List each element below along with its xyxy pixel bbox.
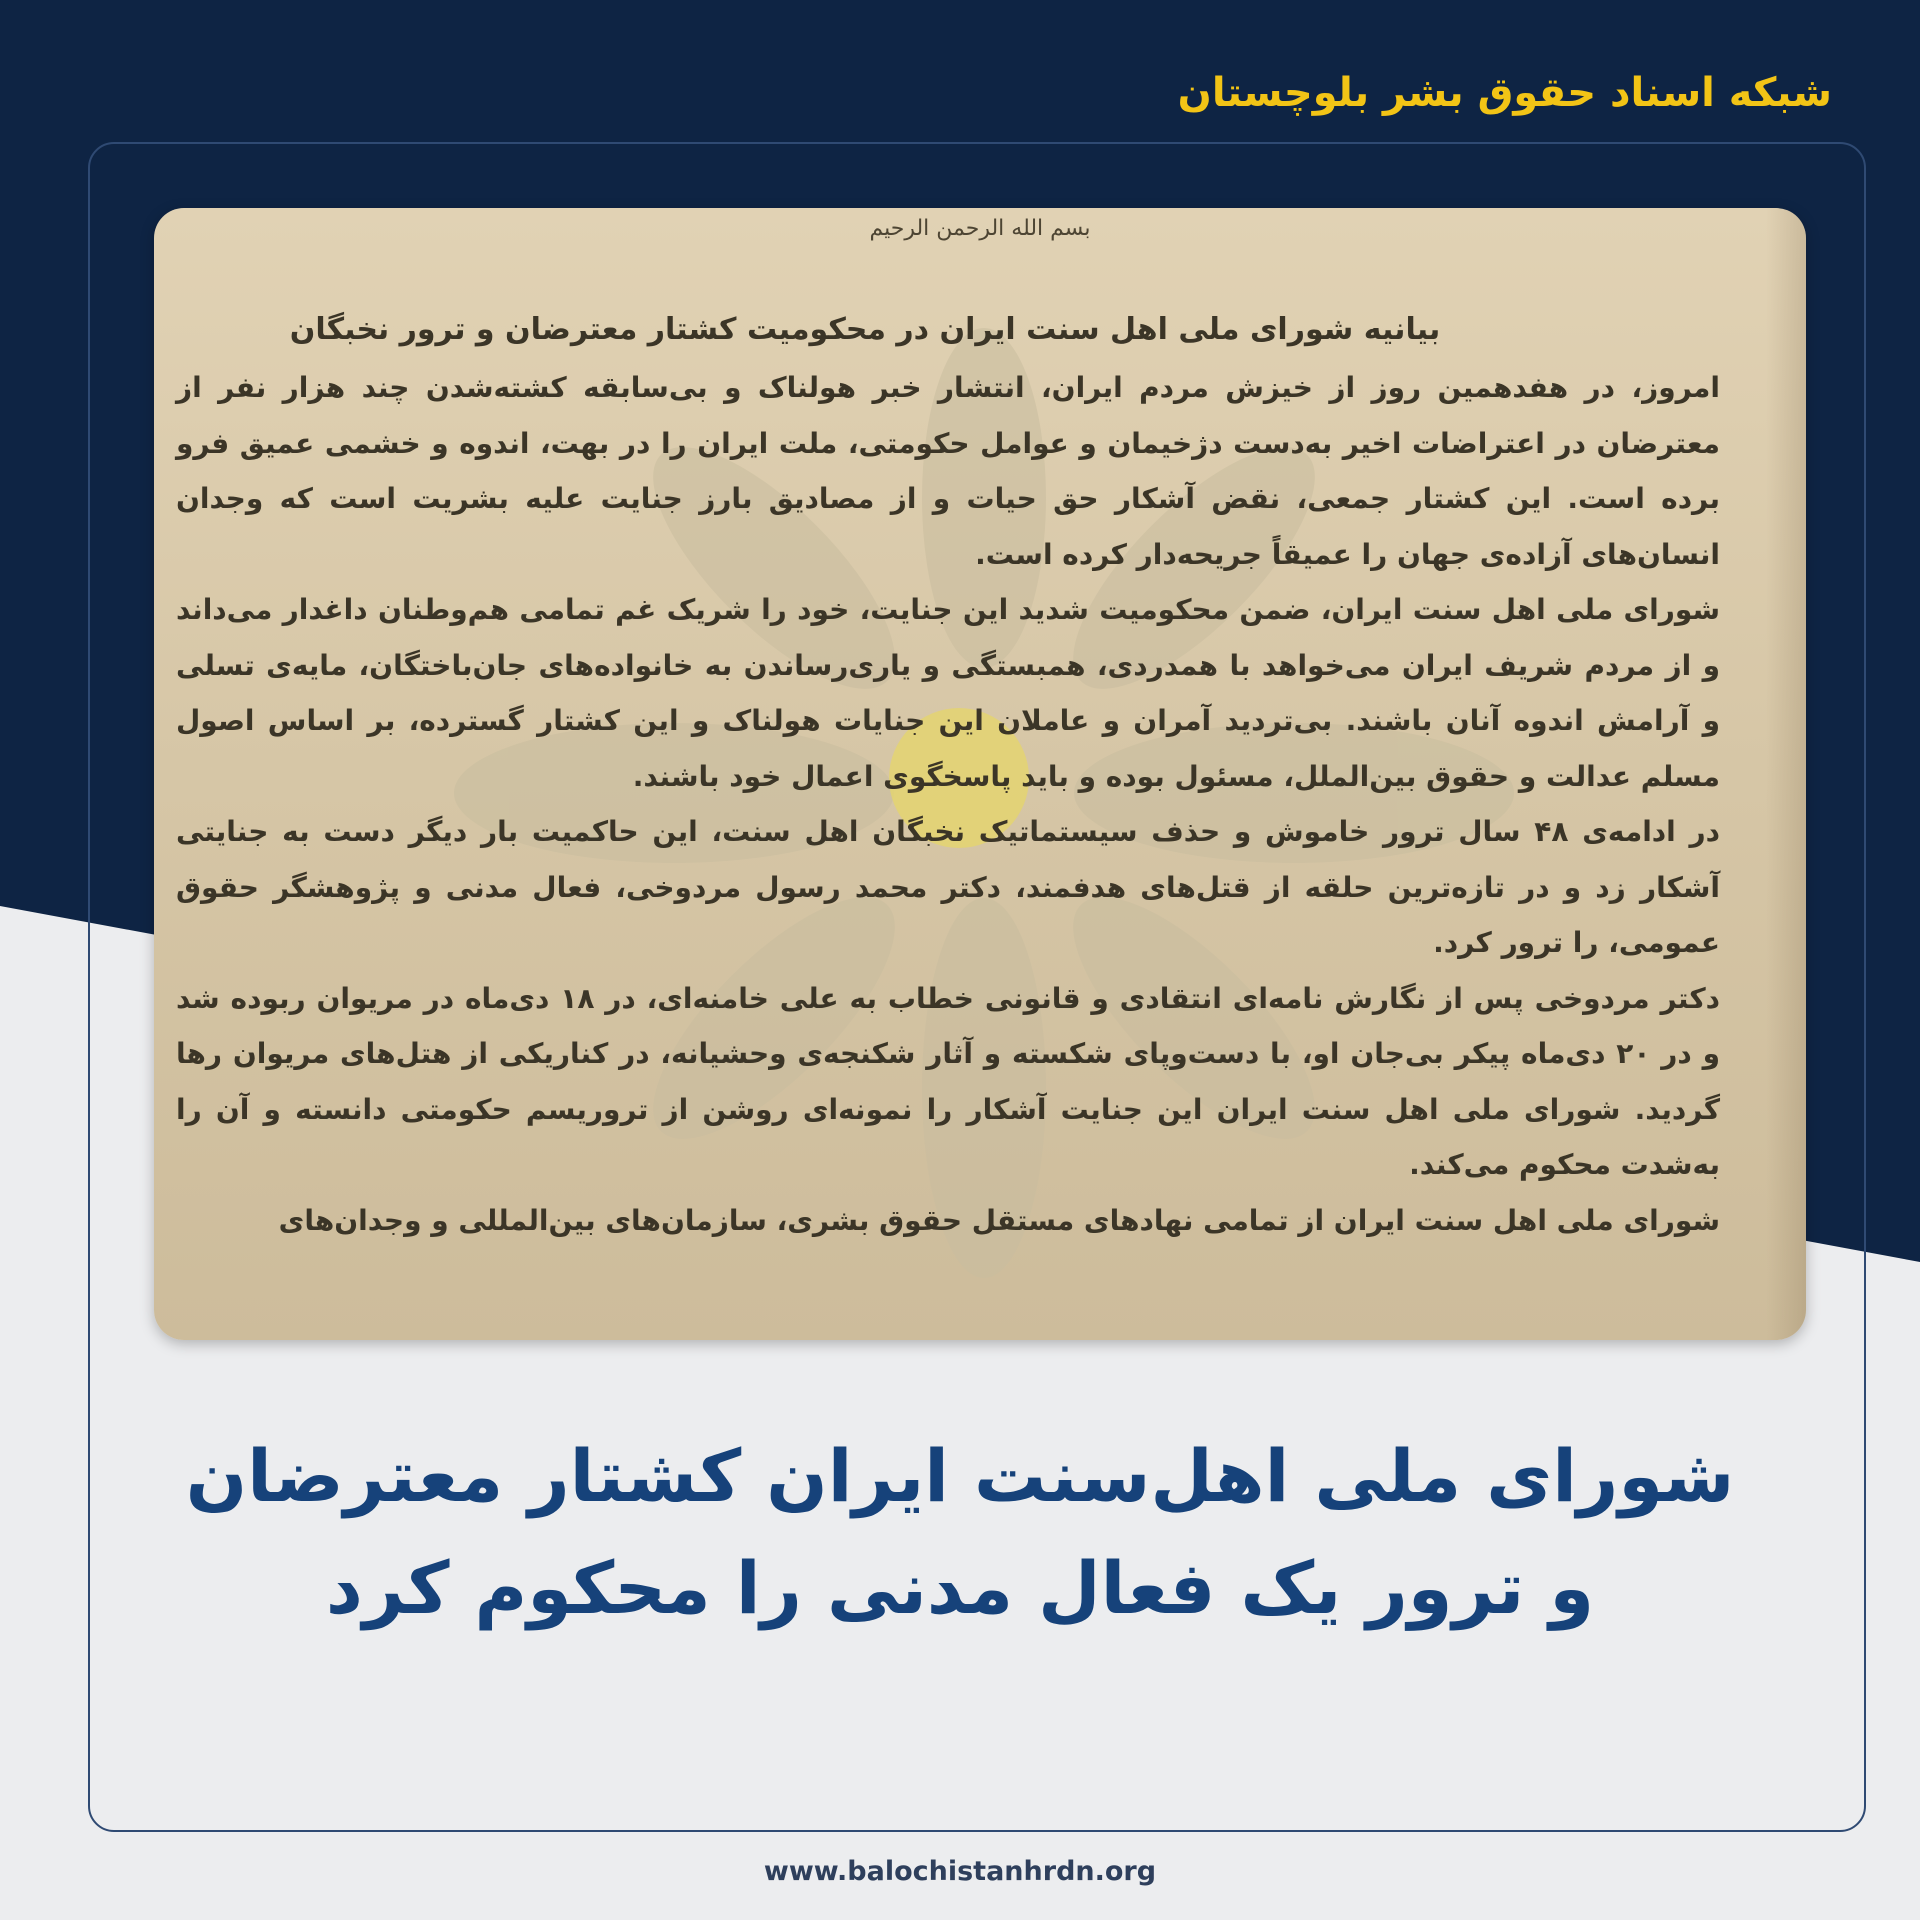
- statement-paragraph: در ادامه‌ی ۴۸ سال ترور خاموش و حذف سیستماتیک نخبگان اهل سنت، این حاکمیت بار دیگر دست به جنایتی آشکار زد و در تازه‌ترین حلقه از قتل‌های هدفمند، دکتر محمد رسول مردوخی، فعال مدنی و پژوهشگر حقوق عمومی، را ترور کرد.: [176, 815, 1720, 959]
- statement-paragraph: شورای ملی اهل سنت ایران از تمامی نهادهای مستقل حقوق بشری، سازمان‌های بین‌المللی و وجدان‌های: [278, 1203, 1720, 1237]
- headline-line-1: شورای ملی اهل‌سنت ایران کشتار معترضان: [185, 1434, 1735, 1518]
- statement-title: بیانیه شورای ملی اهل سنت ایران در محکومیت کشتار معترضان و ترور نخبگان: [289, 312, 1441, 347]
- basmala: بسم الله الرحمن الرحیم: [869, 216, 1091, 241]
- statement-paragraph: دکتر مردوخی پس از نگارش نامه‌ای انتقادی و قانونی خطاب به علی خامنه‌ای، در ۱۸ دی‌ماه در مریوان ربوده شد و در ۲۰ دی‌ماه پیکر بی‌جان او، با دست‌وپای شکسته و آثار شکنجه‌ی وحشیانه، در کناریکی از هتل‌های مریوان رها گردید. شورای ملی اهل سنت ایران این جنایت آشکار را نمونه‌ای روشن از تروریسم حکومتی دانسته و آن را به‌شدت محکوم می‌کند.: [176, 981, 1720, 1181]
- headline-line-2: و ترور یک فعال مدنی را محکوم کرد: [325, 1546, 1595, 1630]
- brand-name: شبکه اسناد حقوق بشر بلوچستان: [1177, 70, 1832, 116]
- headline: [110, 1420, 1810, 1644]
- website-url[interactable]: www.balochistanhrdn.org: [763, 1856, 1157, 1887]
- page-curl-shadow: [1766, 208, 1806, 1340]
- statement-body: [176, 360, 1720, 1248]
- statement-paragraph: شورای ملی اهل سنت ایران، ضمن محکومیت شدید این جنایت، خود را شریک غم تمامی هم‌وطنان داغدار می‌داند و از مردم شریف ایران می‌خواهد با همدردی، همبستگی و یاری‌رساندن به خانواده‌های جان‌باختگان، مایه‌ی تسلی و آرامش اندوه آنان باشند. بی‌تردید آمران و عاملان این جنایات هولناک و این کشتار گسترده، بر اساس اصول مسلم عدالت و حقوق بین‌الملل، مسئول بوده و باید پاسخگوی اعمال خود باشند.: [176, 593, 1720, 793]
- statement-paragraph: امروز، در هفدهمین روز از خیزش مردم ایران، انتشار خبر هولناک و بی‌سابقه کشته‌شدن چند هزار نفر از معترضان در اعتراضات اخیر به‌دست دژخیمان و عوامل حکومتی، ملت ایران را در بهت، اندوه و خشمی عمیق فرو برده است. این کشتار جمعی، نقض آشکار حق حیات و از مصادیق بارز جنایت علیه بشریت است که وجدان انسان‌های آزاده‌ی جهان را عمیقاً جریحه‌دار کرده است.: [176, 371, 1720, 571]
- statement-document-image: [154, 208, 1806, 1340]
